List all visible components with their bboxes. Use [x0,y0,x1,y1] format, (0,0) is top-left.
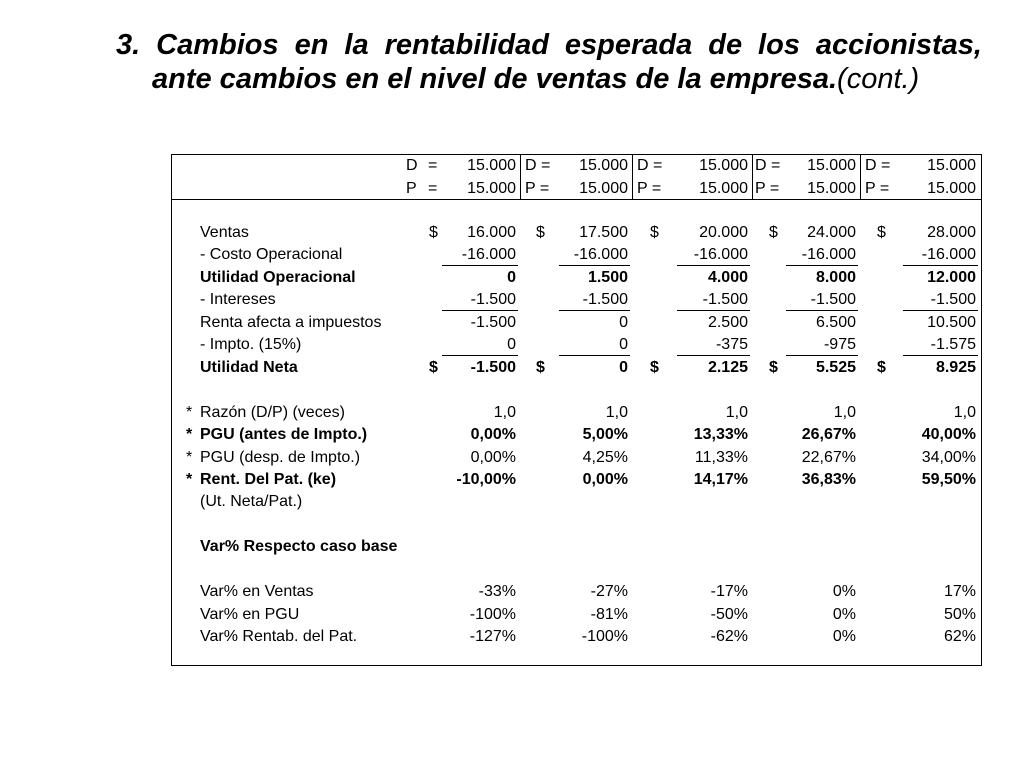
header-label: D [406,157,418,174]
cell-value: -10,00% [456,470,516,488]
header-col-label: P = [525,180,550,197]
cell-value: 17.500 [579,224,628,241]
row-bullet: * [186,470,193,488]
header-col-label: D = [525,157,551,174]
header-value: 15.000 [927,157,976,174]
row-label: (Ut. Neta/Pat.) [200,493,303,511]
cell-value: -100% [581,628,628,646]
header-equals: = [428,157,438,174]
cell-value: 0 [507,336,516,354]
cell-value: -33% [478,583,516,601]
cell-value: 0% [832,583,856,601]
cell-value: 1,0 [953,403,976,421]
cell-value: -1.500 [582,291,628,309]
cell-value: -16.000 [461,246,516,264]
table-row [172,581,981,603]
table-row [172,604,981,626]
row-label: - Intereses [200,291,276,309]
cell-value: 5.525 [815,358,856,376]
table-row [172,447,981,469]
cell-value: 16.000 [467,224,516,241]
header-value: 15.000 [467,180,516,197]
currency-symbol: $ [650,358,659,376]
header-col-label: P = [865,180,890,197]
cell-value: 8.000 [815,268,856,286]
header-bottom-line [172,199,981,200]
title-word: en [294,29,329,61]
cell-value: 28.000 [927,224,976,241]
cell-value: -1.500 [702,291,748,309]
cell-value: 59,50% [921,470,976,488]
title-word: Cambios [156,29,279,61]
cell-value: 2.125 [707,358,748,376]
table-row [172,222,981,244]
cell-value: 1,0 [605,403,628,421]
table-row [172,626,981,648]
table-row [172,312,981,334]
header-divider [632,155,633,199]
cell-value: 40,00% [921,426,976,444]
cell-value: 0 [619,313,628,331]
table-row [172,357,981,379]
cell-value: 12.000 [927,268,976,286]
title-word: de [708,29,743,61]
cell-value: -16.000 [693,246,748,264]
row-label: Var% Respecto caso base [200,538,398,556]
header-value: 15.000 [699,157,748,174]
cell-value: 34,00% [921,448,976,466]
currency-symbol: $ [429,224,438,241]
header-value: 15.000 [699,180,748,197]
row-label: PGU (desp. de Impto.) [200,448,361,466]
cell-value: -127% [469,628,516,646]
row-label: Rent. Del Pat. (ke) [200,470,337,488]
header-value: 15.000 [467,157,516,174]
cell-value: 4,25% [582,448,628,466]
cell-value: 0,00% [470,448,516,466]
cell-value: 22,67% [801,448,856,466]
cell-value: 8.925 [935,358,976,376]
title-word: rentabilidad [384,29,549,61]
title-word: accionistas, [815,29,982,61]
row-label: Utilidad Neta [200,358,298,376]
table-row [172,491,981,513]
currency-symbol: $ [536,358,545,376]
cell-value: 24.000 [807,224,856,241]
cell-value: 4.000 [707,268,748,286]
cell-value: 14,17% [693,470,748,488]
cell-value: -1.500 [930,291,976,309]
table-row [172,559,981,581]
row-label: - Costo Operacional [200,246,343,264]
currency-symbol: $ [650,224,659,241]
header-label: P [406,180,417,197]
financial-table [171,154,982,666]
header-col-label: P = [637,180,662,197]
currency-symbol: $ [536,224,545,241]
cell-value: 20.000 [699,224,748,241]
cell-value: 1,0 [493,403,516,421]
header-value: 15.000 [579,157,628,174]
row-label: Var% en Ventas [200,583,314,601]
cell-value: 11,33% [694,448,748,466]
title-word: los [758,29,800,61]
header-value: 15.000 [579,180,628,197]
row-label: Razón (D/P) (veces) [200,403,345,421]
title-line-2 [116,62,982,96]
cell-value: 13,33% [693,426,748,444]
cell-value: -1.500 [470,313,516,331]
title-cont: (cont.) [837,63,920,95]
cell-value: -16.000 [573,246,628,264]
row-label: Renta afecta a impuestos [200,313,382,331]
header-col-label: D = [865,157,891,174]
cell-value: -1.500 [470,291,516,309]
currency-symbol: $ [429,358,438,376]
cell-value: 0,00% [582,470,628,488]
table-row [172,469,981,491]
header-col-label: D = [637,157,663,174]
cell-value: 1,0 [833,403,856,421]
currency-symbol: $ [877,224,886,241]
cell-value: -100% [469,605,516,623]
header-col-label: D = [755,157,781,174]
cell-value: -27% [590,583,628,601]
cell-value: -1.575 [930,336,976,354]
currency-symbol: $ [877,358,886,376]
header-value: 15.000 [927,180,976,197]
cell-value: 26,67% [801,426,856,444]
row-bullet: * [186,448,193,466]
cell-value: 1,0 [725,403,748,421]
cell-value: -1.500 [470,358,516,376]
title-line-1 [116,28,982,62]
cell-value: 36,83% [801,470,856,488]
table-row [172,267,981,289]
row-label: Utilidad Operacional [200,268,356,286]
cell-value: -62% [710,628,748,646]
row-label: Var% en PGU [200,605,300,623]
cell-value: 0 [619,358,628,376]
header-divider [752,155,753,199]
title-word: 3. [116,29,141,61]
cell-value: 0,00% [470,426,516,444]
cell-value: -1.500 [810,291,856,309]
row-label: - Impto. (15%) [200,336,302,354]
row-label: PGU (antes de Impto.) [200,426,368,444]
title-line-2-main: ante cambios en el nivel de ventas de la empresa. [152,63,838,95]
cell-value: 0% [832,628,856,646]
table-row [172,514,981,536]
cell-value: 10.500 [927,313,976,331]
cell-value: 0 [619,336,628,354]
table-row [172,536,981,558]
cell-value: 0% [832,605,856,623]
cell-value: 6.500 [815,313,856,331]
cell-value: -17% [710,583,748,601]
cell-value: 1.500 [587,268,628,286]
title-word: esperada [564,29,693,61]
cell-value: 5,00% [582,426,628,444]
cell-value: -375 [715,336,748,354]
table-row [172,402,981,424]
header-value: 15.000 [807,157,856,174]
cell-value: 62% [943,628,976,646]
cell-value: -81% [590,605,628,623]
table-row [172,424,981,446]
cell-value: -50% [710,605,748,623]
cell-value: -16.000 [801,246,856,264]
cell-value: -16.000 [921,246,976,264]
currency-symbol: $ [769,224,778,241]
header-col-label: P = [755,180,780,197]
slide-title [116,28,982,96]
cell-value: 50% [943,605,976,623]
cell-value: 2.500 [707,313,748,331]
cell-value: -975 [823,336,856,354]
table-row [172,289,981,311]
table-row [172,244,981,266]
header-divider [520,155,521,199]
cell-value: 17% [943,583,976,601]
header-value: 15.000 [807,180,856,197]
row-label: Var% Rentab. del Pat. [200,628,358,646]
row-bullet: * [186,426,193,444]
title-word: la [344,29,369,61]
cell-value: 0 [507,268,516,286]
header-divider [860,155,861,199]
table-row [172,379,981,401]
currency-symbol: $ [769,358,778,376]
row-label: Ventas [200,224,249,241]
header-equals: = [428,180,438,197]
row-bullet: * [186,403,193,421]
table-row [172,334,981,356]
